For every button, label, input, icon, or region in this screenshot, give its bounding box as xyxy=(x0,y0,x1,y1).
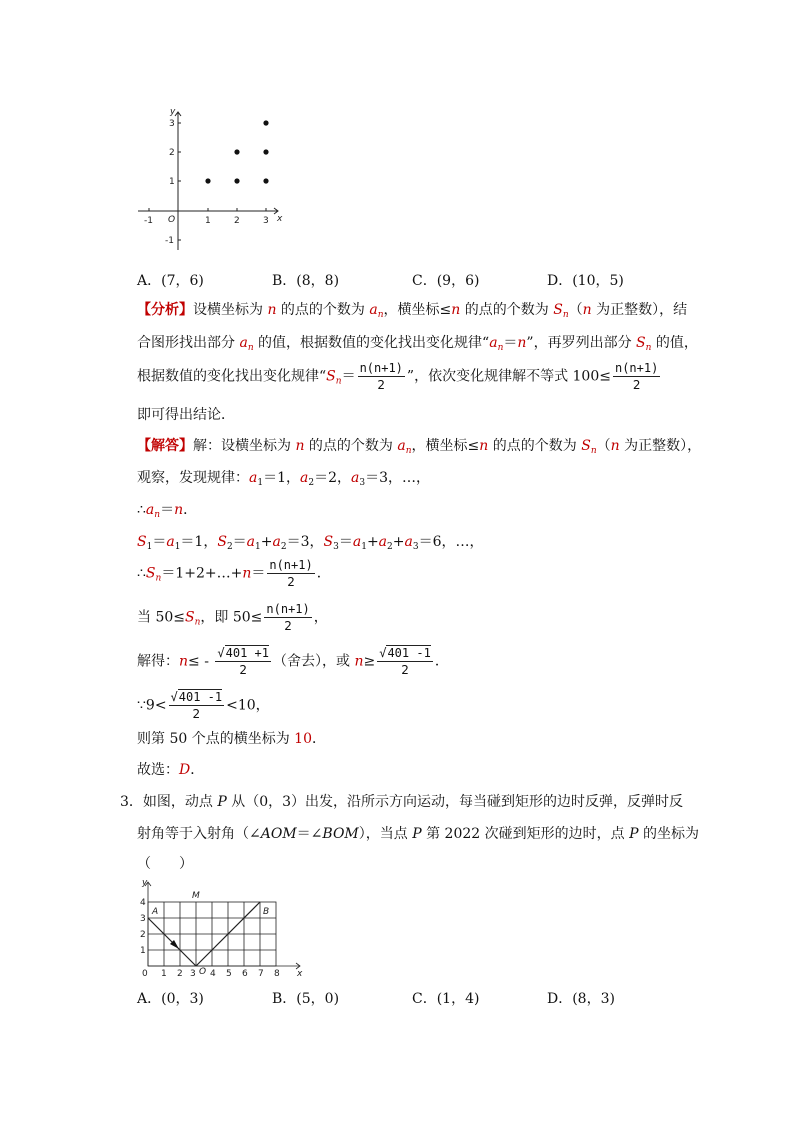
dot-point xyxy=(234,149,239,154)
dot-point xyxy=(263,120,268,125)
option-a[interactable]: A．(0，3) xyxy=(137,991,204,1007)
answer-line-7: 解得：n≤ - $\frac{√401 +1}{2}$ （舍去），或 n≥ $\frac{√401 -1}{2}$ ． xyxy=(137,646,449,677)
answer-line-6: 当 $50\le S_n$，即 50≤ $\frac{n(n+1)}{2}$ ， xyxy=(137,602,328,633)
answer-line-5: $\therefore S_n=1+2+\dots+n=$ $\frac{n(n+1)}{2}$ ． xyxy=(137,558,331,589)
fraction-sqrt: $\frac{√401 +1}{2}$ xyxy=(217,646,269,677)
fraction-sqrt: $\frac{√401 -1}{2}$ xyxy=(170,690,223,721)
x-tick: 3 xyxy=(263,216,269,226)
analysis-line-3: 根据数值的变化找出变化规律“$S_n=$ $\frac{n(n+1)}{2}$ ”，依次变化规律解不等式 100≤ $\frac{n(n+1)}{2}$ xyxy=(137,361,659,392)
y-tick: 2 xyxy=(140,930,146,940)
label-b: B xyxy=(263,907,270,917)
y-tick: 1 xyxy=(140,946,146,956)
option-d[interactable]: D．(10，5) xyxy=(547,273,624,289)
answer-line-2: 观察，发现规律：$a_1=1$，$a_2=2$，$a_3=3$，…， xyxy=(137,470,431,488)
answer-line-9: 则第 50 个点的横坐标为 10． xyxy=(137,731,326,747)
fraction-sqrt: $\frac{√401 -1}{2}$ xyxy=(379,646,431,677)
answer-line-3: $\therefore a_n=n$． xyxy=(137,502,198,520)
x-axis-label: x xyxy=(277,214,283,224)
y-tick: -1 xyxy=(165,236,174,246)
q3-line-1: 3．如图，动点 P 从（0，3）出发，沿所示方向运动，每当碰到矩形的边时反弹，反弹时反 xyxy=(120,794,684,810)
x-tick: -1 xyxy=(144,216,153,226)
x-tick: 7 xyxy=(258,969,264,979)
x-axis-label: x xyxy=(297,969,303,979)
origin-label: O xyxy=(168,215,176,225)
option-d[interactable]: D．(8，3) xyxy=(547,991,615,1007)
label-a: A xyxy=(152,907,159,917)
dot-point xyxy=(263,178,268,183)
x-tick: 6 xyxy=(242,969,248,979)
answer-line-10: 故选：D． xyxy=(137,762,205,778)
option-a[interactable]: A．(7，6) xyxy=(137,273,204,289)
answer-line-1: 【解答】解：设横坐标为 n 的点的个数为 $a_n$，横坐标≤n 的点的个数为 $S_n(n$ 为正整数）， xyxy=(137,438,702,456)
y-axis-label: y xyxy=(142,878,148,888)
q3-line-2: 射角等于入射角（∠AOM＝∠BOM），当点 P 第 2022 次碰到矩形的边时，点 P 的坐标为 xyxy=(137,826,699,842)
y-tick: 4 xyxy=(140,898,146,908)
x-tick: 3 xyxy=(190,969,196,979)
answer-line-4: $S_1=a_1=1$，$S_2=a_1+a_2=3$，$S_3=a_1+a_2+a_3=6$，…， xyxy=(137,534,484,552)
option-c[interactable]: C．(9，6) xyxy=(412,273,480,289)
option-b[interactable]: B．(5，0) xyxy=(272,991,340,1007)
dot-point xyxy=(234,178,239,183)
figure-dot-pattern xyxy=(132,100,292,260)
y-tick: 3 xyxy=(140,914,146,924)
label-m: M xyxy=(192,891,200,901)
origin-label: O xyxy=(199,967,207,977)
analysis-line-1: 【分析】设横坐标为 n 的点的个数为 $a_n$，横坐标≤n 的点的个数为 $S_n(n$ 为正整数），结 xyxy=(137,302,688,320)
fraction: $\frac{n(n+1)}{2}$ xyxy=(614,361,659,392)
fraction: $\frac{n(n+1)}{2}$ xyxy=(266,602,310,633)
figure-rectangle-bounce xyxy=(134,876,314,980)
x-tick: 4 xyxy=(210,969,216,979)
q3-line-3: （ ） xyxy=(137,856,193,872)
fraction: $\frac{n(n+1)}{2}$ xyxy=(269,558,313,589)
x-tick: 1 xyxy=(205,216,211,226)
analysis-line-2: 合图形找出部分 $a_n$ 的值，根据数值的变化找出变化规律“$a_n=n$”，再罗列出部分 $S_n$ 的值， xyxy=(137,335,698,353)
x-tick: 5 xyxy=(226,969,232,979)
y-tick: 1 xyxy=(169,177,175,187)
x-tick: 8 xyxy=(274,969,280,979)
option-c[interactable]: C．(1，4) xyxy=(412,991,480,1007)
fraction: $\frac{n(n+1)}{2}$ xyxy=(359,361,403,392)
dot-point xyxy=(205,178,210,183)
dot-point xyxy=(263,149,268,154)
y-axis-label: y xyxy=(170,107,176,117)
x-tick: 2 xyxy=(234,216,240,226)
option-b[interactable]: B．(8，8) xyxy=(272,273,340,289)
x-tick: 2 xyxy=(177,969,183,979)
x-tick: 1 xyxy=(161,969,167,979)
analysis-line-4: 即可得出结论． xyxy=(137,407,235,423)
answer-line-8: ∵9< $\frac{√401 -1}{2}$ <10， xyxy=(137,690,270,721)
zero-label: 0 xyxy=(142,969,148,979)
y-tick: 2 xyxy=(169,148,175,158)
y-tick: 3 xyxy=(169,119,175,129)
